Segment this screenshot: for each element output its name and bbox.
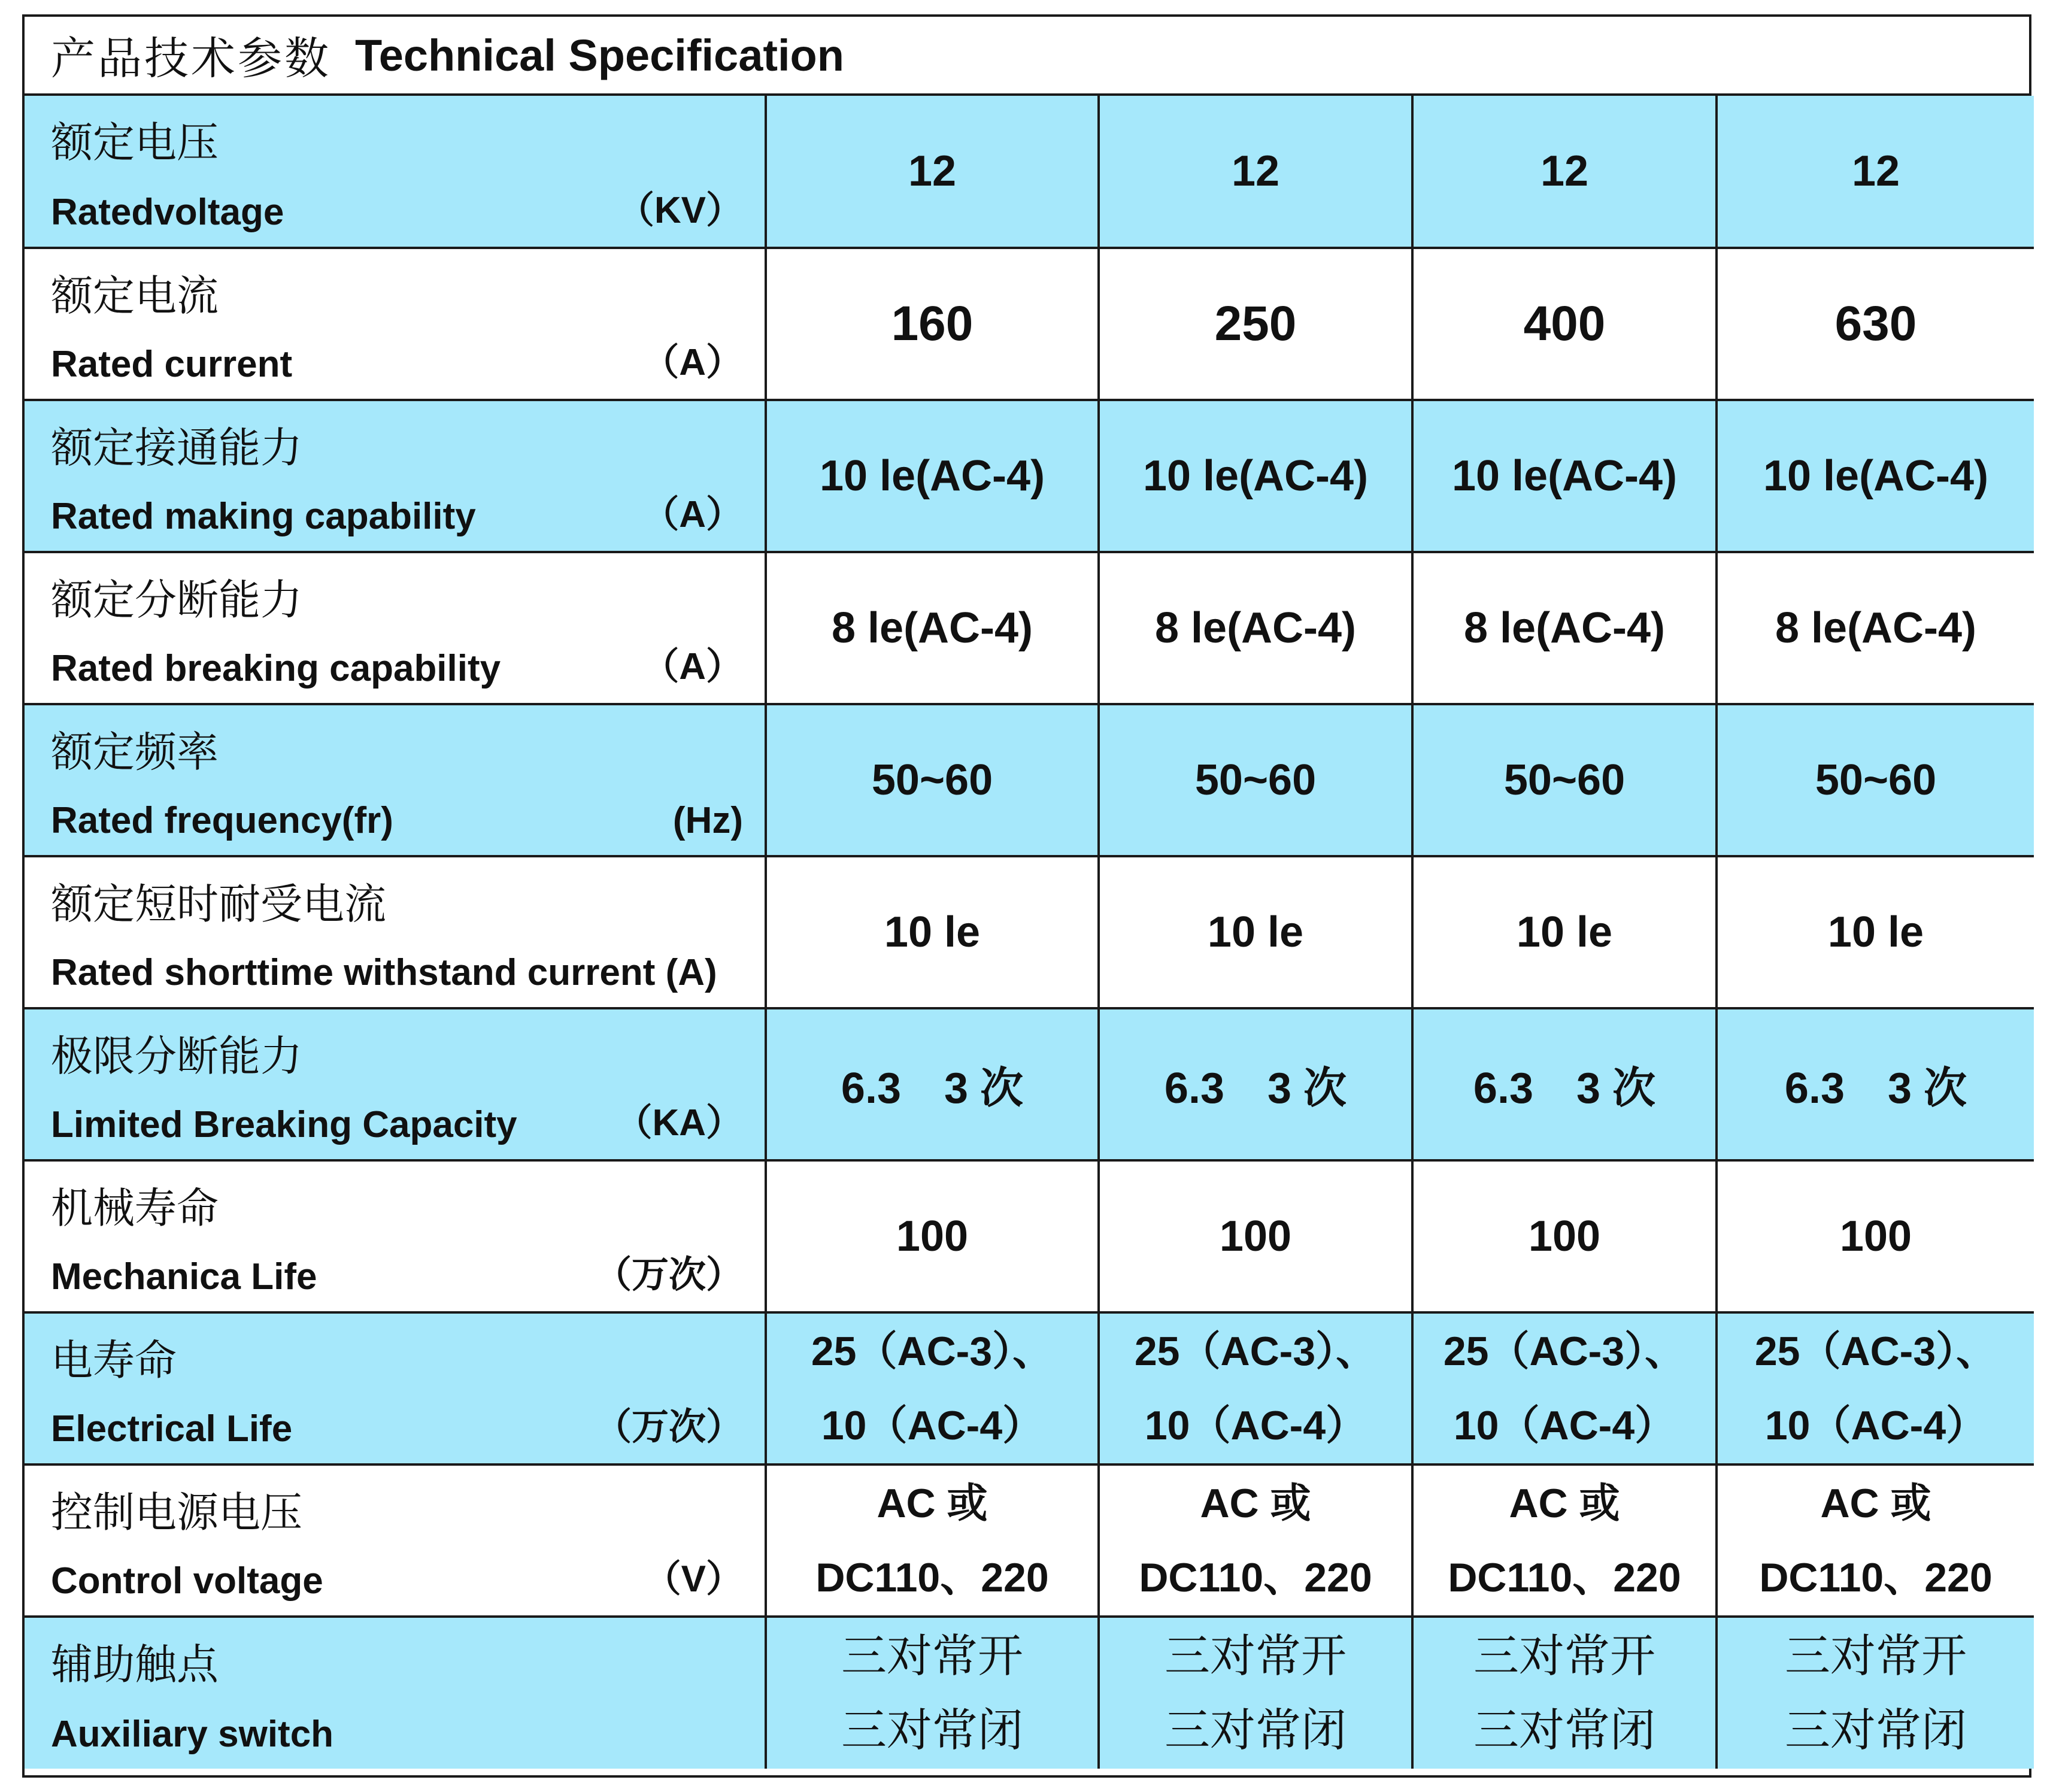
value-cell bbox=[1412, 1617, 1717, 1769]
value-cell: 8 le(AC-4) bbox=[766, 552, 1099, 704]
row-label bbox=[25, 1617, 766, 1769]
value-cell: 100 bbox=[1717, 1160, 2034, 1312]
label-unit: （万次） bbox=[594, 1254, 743, 1296]
label-chinese: 额定电压 bbox=[51, 118, 219, 167]
table-row-control-voltage bbox=[25, 1464, 2034, 1617]
table-row-rated-voltage bbox=[25, 96, 2034, 248]
table-row-rated-current bbox=[25, 248, 2034, 400]
label-unit: （万次） bbox=[594, 1406, 743, 1448]
value-line-1: 三对常开 bbox=[1473, 1629, 1655, 1682]
label-english: Auxiliary switch bbox=[51, 1714, 334, 1755]
table-row-mechanical-life bbox=[25, 1160, 2034, 1312]
value-cell bbox=[1412, 1312, 1717, 1464]
value-cell bbox=[766, 1312, 1099, 1464]
table-row-electrical-life bbox=[25, 1312, 2034, 1464]
value-cell: 160 bbox=[766, 248, 1099, 400]
table-row-limited-breaking-capacity bbox=[25, 1008, 2034, 1160]
label-unit: （A） bbox=[642, 494, 743, 535]
value-line-1: 三对常开 bbox=[1165, 1629, 1347, 1682]
row-label bbox=[25, 856, 766, 1008]
value-line-1: 25（AC-3）、 bbox=[811, 1329, 1054, 1374]
value-cell bbox=[1099, 1464, 1412, 1617]
label-english: Limited Breaking Capacity bbox=[51, 1104, 517, 1145]
table-row-short-time-withstand-current bbox=[25, 856, 2034, 1008]
row-label bbox=[25, 96, 766, 248]
value-cell: 100 bbox=[1412, 1160, 1717, 1312]
title-english: Technical Specification bbox=[355, 30, 844, 80]
value-cell bbox=[1099, 1312, 1412, 1464]
value-cell bbox=[766, 1617, 1099, 1769]
value-line-2: DC110、220 bbox=[815, 1555, 1049, 1600]
value-cell: 10 le(AC-4) bbox=[1717, 400, 2034, 552]
row-label bbox=[25, 552, 766, 704]
value-line-2: 三对常闭 bbox=[1165, 1703, 1347, 1757]
value-cell bbox=[1099, 1617, 1412, 1769]
value-line-1: 25（AC-3）、 bbox=[1443, 1329, 1686, 1374]
value-cell: 6.3 3 次 bbox=[1717, 1008, 2034, 1160]
value-line-2: 10（AC-4） bbox=[1453, 1403, 1676, 1448]
table-title bbox=[25, 17, 2029, 96]
row-label bbox=[25, 1312, 766, 1464]
label-chinese: 电寿命 bbox=[51, 1336, 177, 1385]
value-line-2: 10（AC-4） bbox=[1144, 1403, 1367, 1448]
value-line-2: 三对常闭 bbox=[841, 1703, 1023, 1757]
label-english: Control voltage bbox=[51, 1560, 323, 1602]
value-cell: 400 bbox=[1412, 248, 1717, 400]
value-line-2: 10（AC-4） bbox=[821, 1403, 1044, 1448]
label-english: Mechanica Life bbox=[51, 1256, 317, 1297]
label-english: Rated breaking capability bbox=[51, 648, 501, 689]
value-cell bbox=[766, 1464, 1099, 1617]
value-cell: 8 le(AC-4) bbox=[1717, 552, 2034, 704]
value-cell: 10 le bbox=[1099, 856, 1412, 1008]
label-unit: （A） bbox=[642, 342, 743, 383]
label-unit: （V） bbox=[644, 1558, 743, 1600]
value-cell: 6.3 3 次 bbox=[766, 1008, 1099, 1160]
value-line-1: 25（AC-3）、 bbox=[1754, 1329, 1997, 1374]
table-row-rated-making-capability bbox=[25, 400, 2034, 552]
label-chinese: 额定频率 bbox=[51, 727, 219, 777]
label-chinese: 极限分断能力 bbox=[51, 1032, 302, 1081]
value-cell: 12 bbox=[1412, 96, 1717, 248]
value-cell: 50~60 bbox=[1099, 704, 1412, 856]
row-label bbox=[25, 1008, 766, 1160]
value-cell: 50~60 bbox=[766, 704, 1099, 856]
label-chinese: 辅助触点 bbox=[51, 1640, 219, 1689]
value-cell: 12 bbox=[1099, 96, 1412, 248]
value-cell bbox=[1717, 1312, 2034, 1464]
label-unit: （KV） bbox=[617, 190, 743, 231]
value-cell: 10 le(AC-4) bbox=[1099, 400, 1412, 552]
value-line-1: AC 或 bbox=[1509, 1481, 1620, 1526]
label-english: Rated current bbox=[51, 344, 293, 385]
table-row-rated-frequency bbox=[25, 704, 2034, 856]
value-line-1: AC 或 bbox=[1820, 1481, 1931, 1526]
label-unit: (Hz) bbox=[672, 800, 743, 841]
value-cell bbox=[1717, 1464, 2034, 1617]
label-chinese: 控制电源电压 bbox=[51, 1488, 302, 1537]
value-line-1: 三对常开 bbox=[1785, 1629, 1967, 1682]
value-cell: 6.3 3 次 bbox=[1412, 1008, 1717, 1160]
label-english: Electrical Life bbox=[51, 1408, 293, 1450]
table-row-auxiliary-switch bbox=[25, 1617, 2034, 1769]
value-line-1: AC 或 bbox=[1200, 1481, 1311, 1526]
value-cell: 50~60 bbox=[1412, 704, 1717, 856]
value-cell: 100 bbox=[766, 1160, 1099, 1312]
value-line-1: 三对常开 bbox=[841, 1629, 1023, 1682]
value-cell: 50~60 bbox=[1717, 704, 2034, 856]
value-line-2: DC110、220 bbox=[1139, 1555, 1372, 1600]
label-english: Ratedvoltage bbox=[51, 192, 284, 233]
title-chinese: 产品技术参数 bbox=[51, 33, 331, 84]
label-unit: （A） bbox=[642, 646, 743, 687]
value-cell: 630 bbox=[1717, 248, 2034, 400]
value-cell: 12 bbox=[766, 96, 1099, 248]
value-cell: 10 le bbox=[766, 856, 1099, 1008]
value-cell: 250 bbox=[1099, 248, 1412, 400]
table-row-rated-breaking-capability bbox=[25, 552, 2034, 704]
label-chinese: 额定短时耐受电流 bbox=[51, 880, 386, 929]
value-cell: 10 le(AC-4) bbox=[766, 400, 1099, 552]
value-cell: 100 bbox=[1099, 1160, 1412, 1312]
spec-table bbox=[25, 96, 2034, 1769]
value-line-1: AC 或 bbox=[877, 1481, 988, 1526]
value-cell: 10 le bbox=[1412, 856, 1717, 1008]
value-cell: 10 le bbox=[1717, 856, 2034, 1008]
row-label bbox=[25, 704, 766, 856]
label-chinese: 额定分断能力 bbox=[51, 575, 302, 624]
label-english: Rated frequency(fr) bbox=[51, 800, 393, 841]
row-label bbox=[25, 400, 766, 552]
label-english: Rated making capability bbox=[51, 496, 476, 537]
label-chinese: 额定接通能力 bbox=[51, 423, 302, 472]
value-cell: 6.3 3 次 bbox=[1099, 1008, 1412, 1160]
value-cell bbox=[1717, 1617, 2034, 1769]
value-line-2: DC110、220 bbox=[1759, 1555, 1993, 1600]
value-line-1: 25（AC-3）、 bbox=[1134, 1329, 1377, 1374]
row-label bbox=[25, 248, 766, 400]
label-chinese: 额定电流 bbox=[51, 271, 219, 320]
value-cell: 8 le(AC-4) bbox=[1412, 552, 1717, 704]
label-chinese: 机械寿命 bbox=[51, 1184, 219, 1233]
row-label bbox=[25, 1160, 766, 1312]
value-cell bbox=[1412, 1464, 1717, 1617]
value-line-2: DC110、220 bbox=[1448, 1555, 1681, 1600]
row-label bbox=[25, 1464, 766, 1617]
value-line-2: 三对常闭 bbox=[1473, 1703, 1655, 1757]
value-cell: 10 le(AC-4) bbox=[1412, 400, 1717, 552]
label-unit: （KA） bbox=[615, 1102, 743, 1144]
value-cell: 12 bbox=[1717, 96, 2034, 248]
value-line-2: 10（AC-4） bbox=[1764, 1403, 1987, 1448]
value-line-2: 三对常闭 bbox=[1785, 1703, 1967, 1757]
spec-sheet bbox=[22, 14, 2031, 1778]
value-cell: 8 le(AC-4) bbox=[1099, 552, 1412, 704]
label-english: Rated shorttime withstand current (A) bbox=[51, 952, 717, 993]
